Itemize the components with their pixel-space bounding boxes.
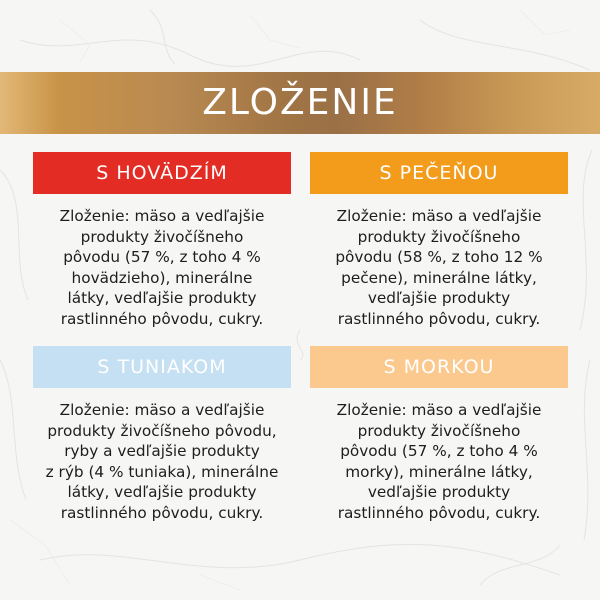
card-tuniakom: [33, 346, 291, 524]
card-text-hovadzim: Zloženie: mäso a vedľajšie produkty živočíšneho pôvodu (57 %, z toho 4 % hovädzieho), minerálne látky, vedľajšie produkty rastlinného pôvodu, cukry.: [59, 207, 265, 328]
title-banner: [0, 72, 600, 134]
card-text-morkou: Zloženie: mäso a vedľajšie produkty živočíšneho pôvodu (57 %, z toho 4 % morky), minerálne látky, vedľajšie produkty rastlinného pôvodu, cukry.: [336, 401, 542, 522]
card-hovadzim: [33, 152, 291, 330]
card-pecenou: [310, 152, 568, 330]
card-header-tuniakom: S TUNIAKOM: [33, 346, 291, 388]
card-text-pecenou: Zloženie: mäso a vedľajšie produkty živočíšneho pôvodu (58 %, z toho 12 % pečene), minerálne látky, vedľajšie produkty rastlinného pôvodu, cukry.: [335, 207, 543, 328]
card-morkou: [310, 346, 568, 524]
card-header-morkou: S MORKOU: [310, 346, 568, 388]
page-title: ZLOŽENIE: [202, 82, 398, 123]
card-header-hovadzim: S HOVÄDZÍM: [33, 152, 291, 194]
card-text-tuniakom: Zloženie: mäso a vedľajšie produkty živočíšneho pôvodu, ryby a vedľajšie produkty z rýb (4 % tuniaka), minerálne látky, vedľajšie produkty rastlinného pôvodu, cukry.: [45, 401, 279, 522]
card-header-pecenou: S PEČEŇOU: [310, 152, 568, 194]
